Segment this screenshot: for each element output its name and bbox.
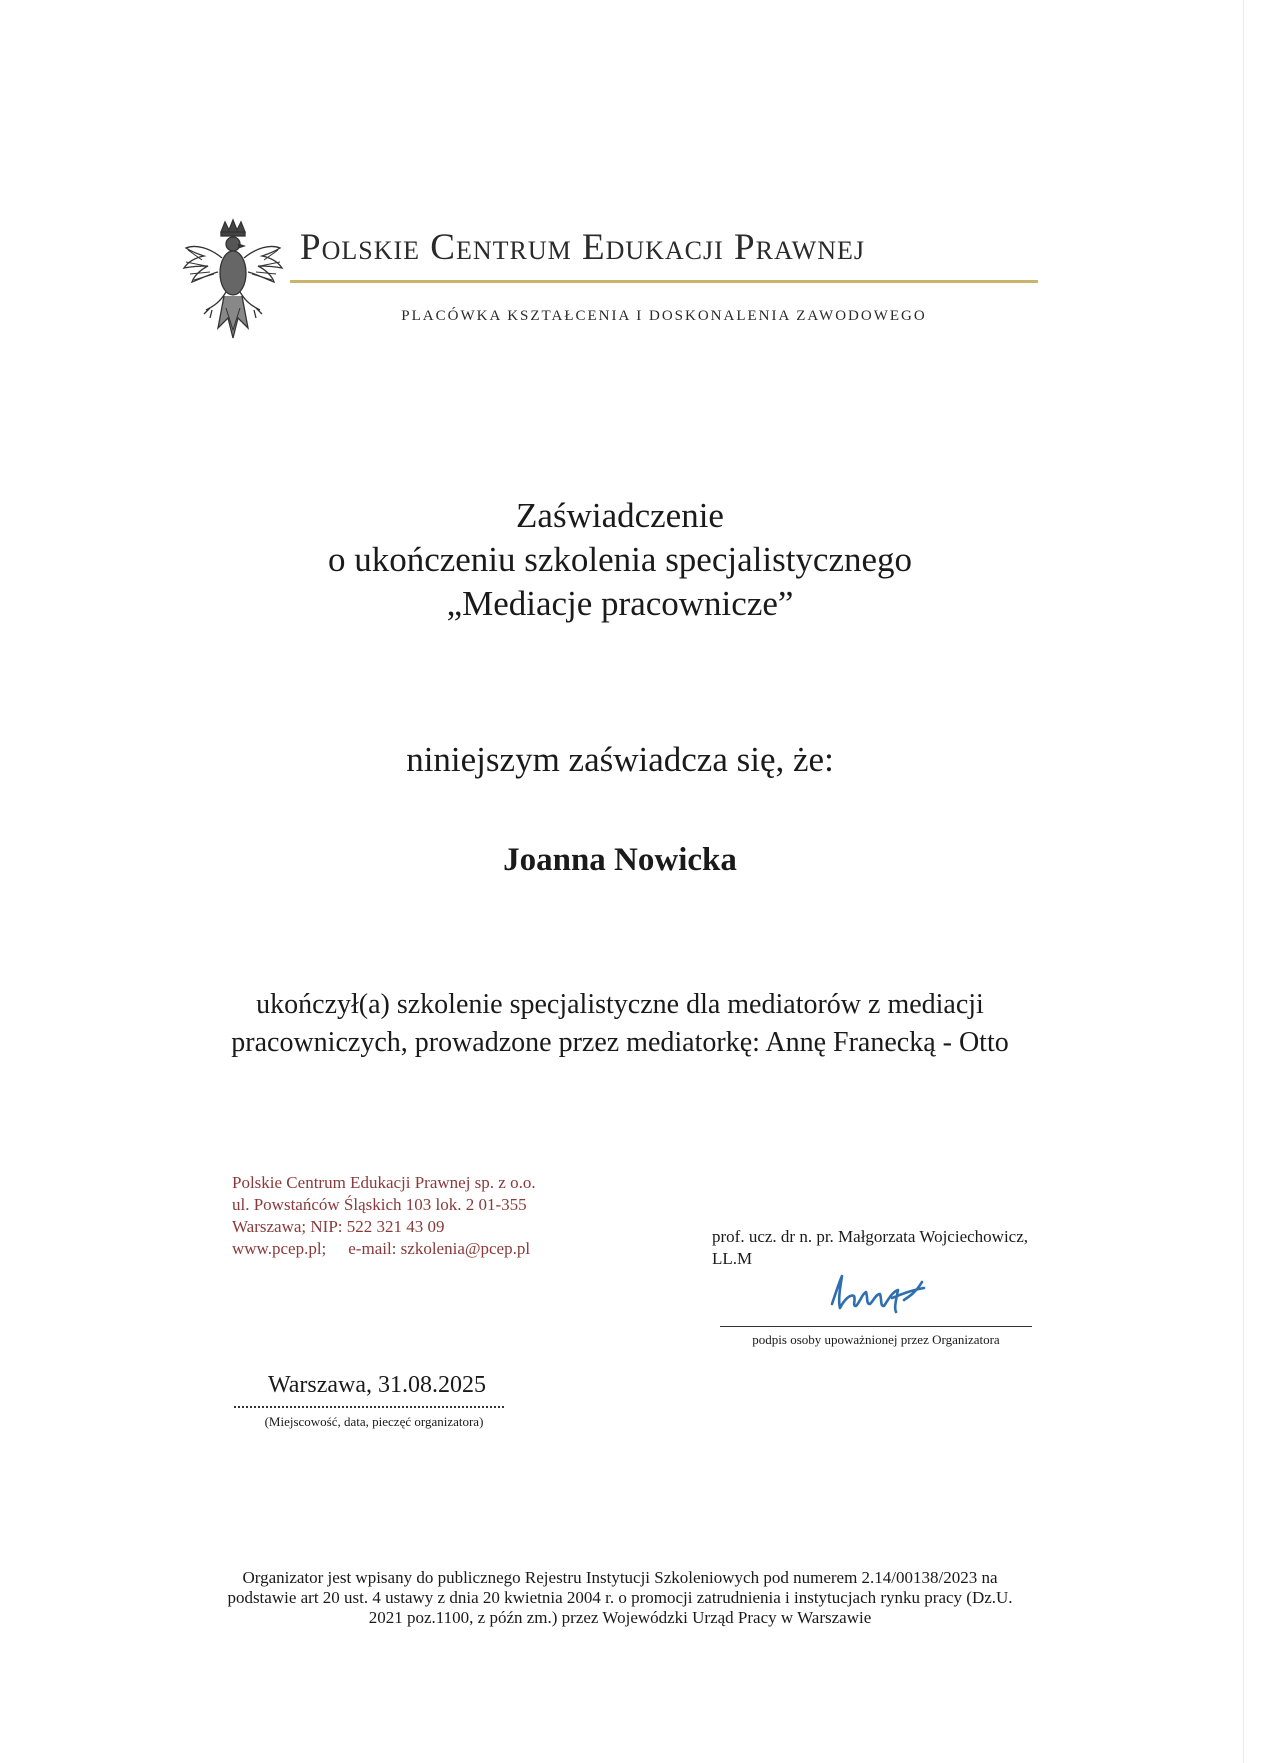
completion-statement <box>120 986 1120 1062</box>
completion-line-1: ukończył(a) szkolenie specjalistyczne dla mediatorów z mediacji <box>256 989 984 1020</box>
signatory-name: prof. ucz. dr n. pr. Małgorzata Wojciechowicz, <box>712 1227 1029 1246</box>
signatory-block <box>712 1226 1112 1270</box>
signature-line <box>720 1326 1032 1327</box>
organization-name: Polskie Centrum Edukacji Prawnej <box>300 227 865 268</box>
place-date-dotted-line <box>234 1406 504 1408</box>
stamp-line-3: Warszawa; NIP: 522 321 43 09 <box>232 1217 445 1236</box>
handwritten-signature-icon <box>826 1270 936 1316</box>
stamp-line-2: ul. Powstańców Śląskich 103 lok. 2 01-355 <box>232 1195 527 1214</box>
scan-edge <box>1243 0 1244 1763</box>
title-line-1: Zaświadczenie <box>516 496 724 535</box>
stamp-contact-row <box>232 1238 632 1260</box>
stamp-line-1: Polskie Centrum Edukacji Prawnej sp. z o.o. <box>232 1173 536 1192</box>
stamp-website: www.pcep.pl; <box>232 1239 327 1258</box>
polish-eagle-emblem-icon <box>180 218 286 340</box>
header-rule <box>290 280 1038 283</box>
stamp-email: e-mail: szkolenia@pcep.pl <box>348 1239 531 1258</box>
title-line-2: o ukończeniu szkolenia specjalistycznego <box>327 540 913 579</box>
footer-line-3: 2021 poz.1100, z późn zm.) przez Wojewódzki Urząd Pracy w Warszawie <box>368 1608 872 1627</box>
registry-footer-note <box>150 1568 1090 1628</box>
organization-subtitle: PLACÓWKA KSZTAŁCENIA I DOSKONALENIA ZAWODOWEGO <box>401 308 927 324</box>
place-date: Warszawa, 31.08.2025 <box>267 1372 486 1398</box>
recipient-name: Joanna Nowicka <box>503 842 737 878</box>
signature-caption: podpis osoby upoważnionej przez Organizatora <box>752 1332 1000 1347</box>
organizer-stamp <box>232 1172 632 1260</box>
footer-line-1: Organizator jest wpisany do publicznego Rejestru Instytucji Szkoleniowych pod numerem 2.14/00138/2023 na <box>242 1568 998 1587</box>
certify-statement: niniejszym zaświadcza się, że: <box>406 740 834 779</box>
place-date-caption: (Miejscowość, data, pieczęć organizatora) <box>264 1414 484 1429</box>
completion-line-2: pracowniczych, prowadzone przez mediatorkę: Annę Franecką - Otto <box>231 1027 1009 1058</box>
title-line-3: „Mediacje pracownicze” <box>446 584 794 623</box>
certificate-title <box>120 494 1120 626</box>
signatory-title: LL.M <box>712 1249 753 1268</box>
footer-line-2: podstawie art 20 ust. 4 ustawy z dnia 20 kwietnia 2004 r. o promocji zatrudnienia i instytucjach rynku pracy (Dz.U. <box>227 1588 1013 1607</box>
